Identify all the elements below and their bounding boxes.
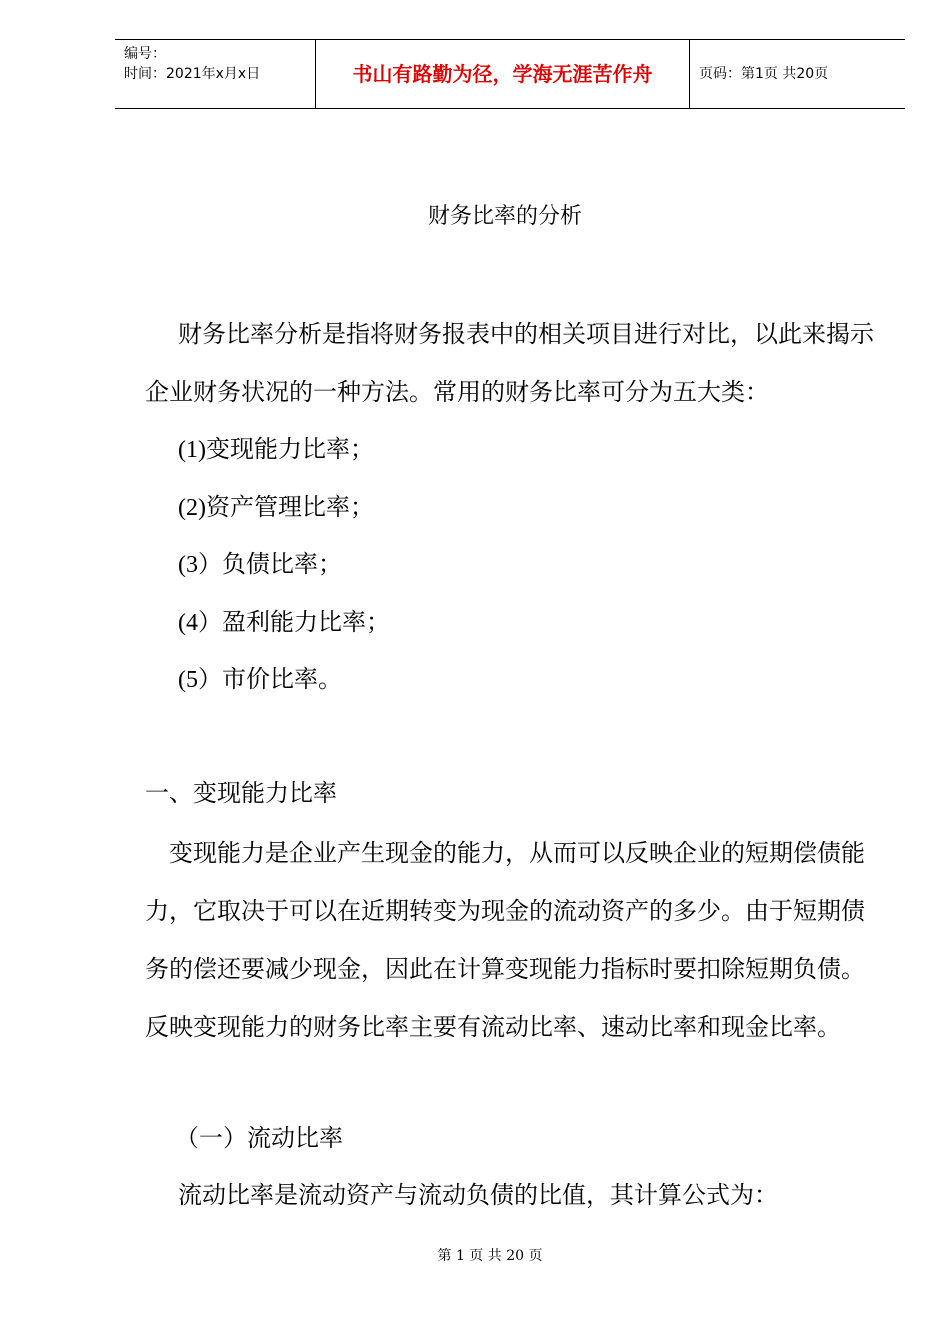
header-meta — [115, 40, 316, 108]
category-item-5 — [178, 662, 342, 697]
document-header — [115, 39, 905, 109]
header-motto: 书山有路勤为径，学海无涯苦作舟 — [316, 40, 690, 108]
subsection-heading: （一）流动比率 — [175, 1124, 343, 1152]
section-heading: 一、变现能力比率 — [145, 779, 337, 807]
document-title: 财务比率的分析 — [427, 204, 582, 229]
category-item-3 — [178, 547, 342, 582]
intro-paragraph: 财务比率分析是指将财务报表中的相关项目进行对比，以此来揭示企业财务状况的一种方法。常用的财务比率可分为五大类： — [145, 320, 874, 406]
section-body: 变现能力是企业产生现金的能力，从而可以反映企业的短期偿债能力，它取决于可以在近期转变为现金的流动资产的多少。由于短期债务的偿还要减少现金，因此在计算变现能力指标时要扣除短期负债。反映变现能力的财务比率主要有流动比率、速动比率和现金比率。 — [145, 839, 865, 1041]
category-number: (3） — [178, 552, 222, 578]
serial-label: 编号： — [124, 46, 166, 62]
category-text: 市价比率。 — [222, 665, 342, 693]
category-item-2 — [178, 490, 374, 525]
category-number: (1) — [178, 437, 206, 463]
category-text: 资产管理比率； — [205, 493, 374, 521]
page-footer: 第 1 页 共 20 页 — [437, 1248, 543, 1264]
header-page-label: 页码：第1页 共20页 — [699, 66, 829, 82]
category-number: (5） — [178, 667, 222, 693]
category-text: 盈利能力比率； — [222, 608, 390, 636]
category-item-1 — [178, 432, 374, 467]
category-item-4 — [178, 605, 390, 640]
category-text: 负债比率； — [222, 550, 342, 578]
category-text: 变现能力比率； — [205, 435, 374, 463]
category-number: (4） — [178, 610, 222, 636]
category-number: (2) — [178, 495, 206, 521]
time-label: 时间：2021年x月x日 — [124, 66, 261, 82]
subsection-body: 流动比率是流动资产与流动负债的比值，其计算公式为： — [178, 1181, 778, 1209]
